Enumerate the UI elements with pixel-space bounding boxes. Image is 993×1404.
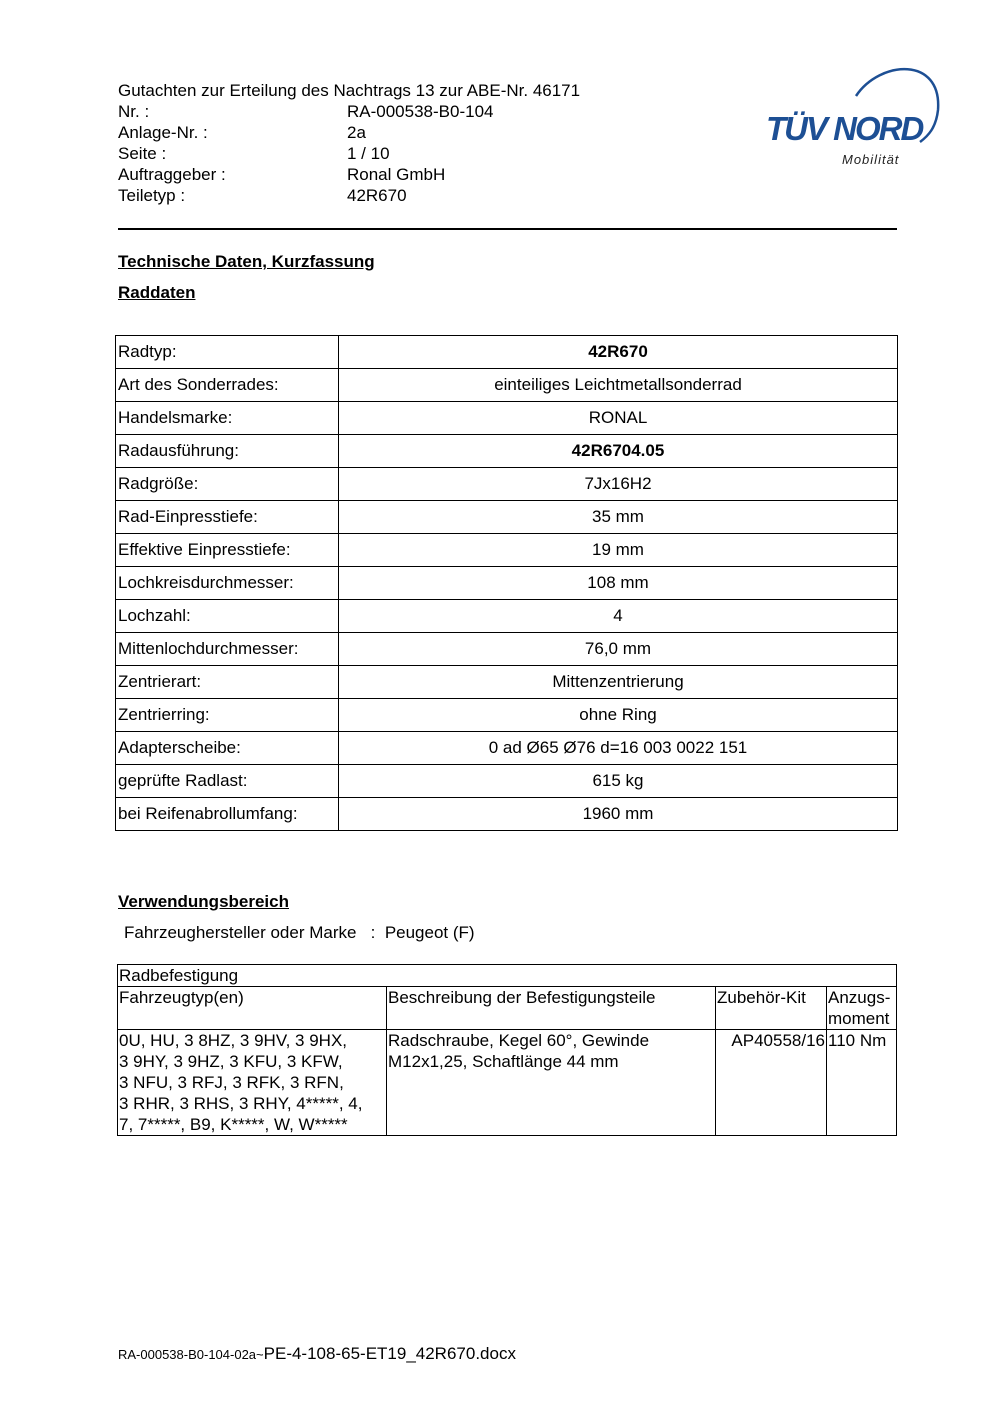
logo-subtitle: Mobilität — [842, 152, 900, 167]
footer-prefix: RA-000538-B0-104-02a~ — [118, 1347, 264, 1362]
torque-cell: 110 Nm — [827, 1030, 897, 1136]
table-row — [116, 633, 898, 666]
table-row — [116, 501, 898, 534]
fastener-description-cell — [387, 1030, 716, 1136]
manufacturer-label: Fahrzeughersteller oder Marke — [124, 923, 357, 942]
row-key: Effektive Einpresstiefe: — [116, 534, 339, 567]
header-row-nr — [118, 101, 580, 122]
report-title: Gutachten zur Erteilung des Nachtrags 13 zur ABE-Nr. 46171 — [118, 81, 581, 100]
manufacturer-separator: : — [370, 923, 376, 942]
table-row — [116, 666, 898, 699]
header-row-anlage — [118, 122, 580, 143]
column-header: Beschreibung der Befestigungsteile — [387, 987, 716, 1030]
row-key: Adapterscheibe: — [116, 732, 339, 765]
vehicle-types-line: 3 9HY, 3 9HZ, 3 KFU, 3 KFW, — [119, 1052, 343, 1071]
row-key: Radgröße: — [116, 468, 339, 501]
section-title-tech: Technische Daten, Kurzfassung — [118, 252, 375, 271]
table-row — [118, 965, 897, 987]
logo-brand: TÜV NORD — [766, 110, 923, 147]
row-key: geprüfte Radlast: — [116, 765, 339, 798]
row-value: 7Jx16H2 — [339, 468, 898, 501]
row-value: 108 mm — [339, 567, 898, 600]
column-header-torque — [827, 987, 897, 1030]
table-row — [118, 1030, 897, 1136]
fastener-description-line: Radschraube, Kegel 60°, Gewinde — [388, 1031, 650, 1050]
table-row — [116, 369, 898, 402]
table-row — [116, 402, 898, 435]
row-value: 42R670 — [339, 336, 898, 369]
table-header-row — [118, 987, 897, 1030]
vehicle-types-cell — [118, 1030, 387, 1136]
table-row — [116, 699, 898, 732]
row-value: 19 mm — [339, 534, 898, 567]
table-row — [116, 798, 898, 831]
row-key: Lochzahl: — [116, 600, 339, 633]
row-value: 35 mm — [339, 501, 898, 534]
row-key: bei Reifenabrollumfang: — [116, 798, 339, 831]
document-header — [118, 80, 580, 206]
row-key: Handelsmarke: — [116, 402, 339, 435]
row-value: 1960 mm — [339, 798, 898, 831]
header-divider — [118, 228, 897, 230]
table-row — [116, 336, 898, 369]
manufacturer-value: Peugeot (F) — [384, 923, 475, 942]
section-title-raddaten: Raddaten — [118, 283, 196, 302]
row-value: RONAL — [339, 402, 898, 435]
header-label: Seite : — [118, 144, 167, 163]
row-key: Radtyp: — [116, 336, 339, 369]
column-header: Anzugs- — [828, 988, 891, 1007]
column-header: Zubehör-Kit — [716, 987, 827, 1030]
row-value: 615 kg — [339, 765, 898, 798]
mounting-caption: Radbefestigung — [118, 965, 897, 987]
row-key: Zentrierring: — [116, 699, 339, 732]
table-row — [116, 468, 898, 501]
header-value: 2a — [347, 123, 366, 142]
row-value: ohne Ring — [339, 699, 898, 732]
table-row — [116, 732, 898, 765]
vehicle-types-line: 7, 7*****, B9, K*****, W, W***** — [119, 1115, 348, 1134]
manufacturer-line — [124, 923, 475, 943]
vehicle-types-line: 3 RHR, 3 RHS, 3 RHY, 4*****, 4, — [119, 1094, 363, 1113]
footer-file: PE-4-108-65-ET19_42R670.docx — [263, 1344, 516, 1363]
header-row-teiletyp — [118, 185, 580, 206]
mounting-table — [117, 964, 897, 1136]
row-key: Art des Sonderrades: — [116, 369, 339, 402]
column-header: moment — [828, 1009, 890, 1028]
header-row-auftraggeber — [118, 164, 580, 185]
column-header: Fahrzeugtyp(en) — [118, 987, 387, 1030]
header-label: Nr. : — [118, 102, 150, 121]
tuv-nord-logo — [760, 58, 945, 173]
row-value: Mittenzentrierung — [339, 666, 898, 699]
table-row — [116, 567, 898, 600]
accessory-kit-cell: AP40558/16 — [716, 1030, 827, 1136]
row-value: 42R6704.05 — [339, 435, 898, 468]
vehicle-types-line: 0U, HU, 3 8HZ, 3 9HV, 3 9HX, — [119, 1031, 348, 1050]
row-key: Zentrierart: — [116, 666, 339, 699]
row-key: Radausführung: — [116, 435, 339, 468]
header-row-seite — [118, 143, 580, 164]
row-key: Mittenlochdurchmesser: — [116, 633, 339, 666]
header-label: Anlage-Nr. : — [118, 123, 208, 142]
wheel-data-table — [115, 335, 898, 831]
footer-filename — [118, 1344, 516, 1364]
table-row — [116, 600, 898, 633]
row-value: 4 — [339, 600, 898, 633]
row-value: 0 ad Ø65 Ø76 d=16 003 0022 151 — [339, 732, 898, 765]
row-key: Rad-Einpresstiefe: — [116, 501, 339, 534]
header-value: 1 / 10 — [347, 144, 390, 163]
row-value: einteiliges Leichtmetallsonderrad — [339, 369, 898, 402]
vehicle-types-line: 3 NFU, 3 RFJ, 3 RFK, 3 RFN, — [119, 1073, 344, 1092]
table-row — [116, 435, 898, 468]
header-label: Auftraggeber : — [118, 165, 226, 184]
table-row — [116, 534, 898, 567]
section-title-usage: Verwendungsbereich — [118, 892, 289, 911]
row-value: 76,0 mm — [339, 633, 898, 666]
header-value: 42R670 — [347, 186, 407, 205]
header-value: Ronal GmbH — [347, 165, 446, 184]
table-row — [116, 765, 898, 798]
fastener-description-line: M12x1,25, Schaftlänge 44 mm — [388, 1052, 619, 1071]
row-key: Lochkreisdurchmesser: — [116, 567, 339, 600]
header-value: RA-000538-B0-104 — [347, 102, 494, 121]
header-label: Teiletyp : — [118, 186, 186, 205]
